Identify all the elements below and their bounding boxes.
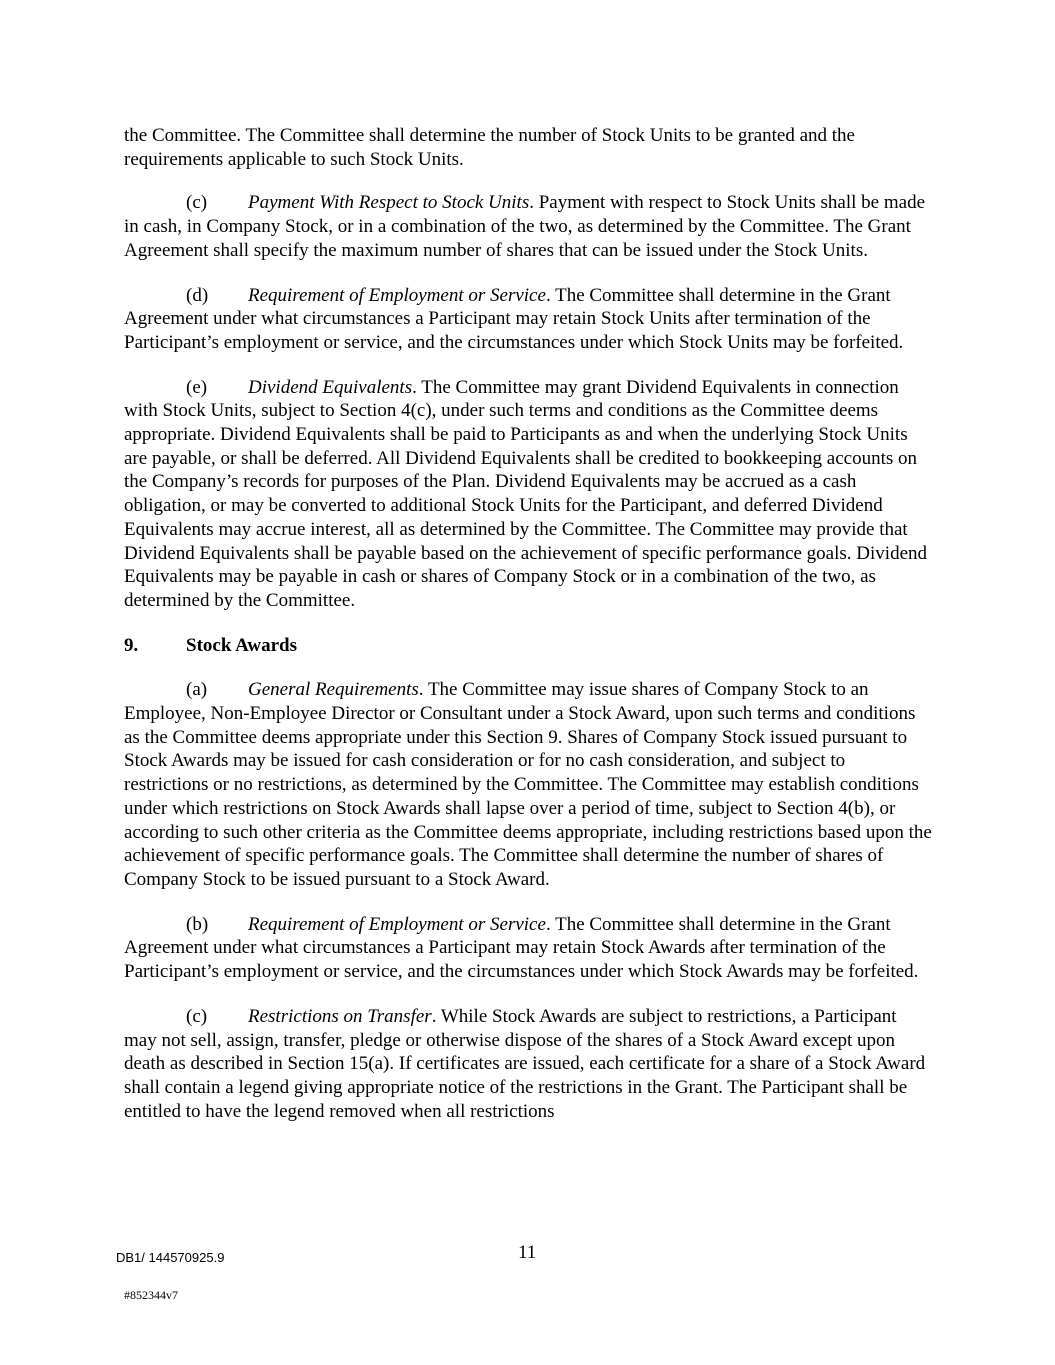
paragraph-number: (a): [186, 679, 208, 701]
section-number: 9.: [124, 634, 139, 656]
paragraph-8d: [124, 284, 932, 355]
paragraph-text: . Payment with respect to Stock Units shall be made in cash, in Company Stock, or in a combination of the two, as determined by the Committee. The Grant Agreement shall specify the maximum number of shares that can be issued under the Stock Units.: [124, 192, 925, 261]
paragraph-title: Requirement of Employment or Service: [248, 284, 546, 306]
paragraph-title: General Requirements: [248, 679, 419, 701]
paragraph-text: . The Committee may grant Dividend Equivalents in connection with Stock Units, subject to Section 4(c), under such terms and conditions as the Committee deems appropriate. Dividend Equivalents shall be paid to Participants as and when the underlying Stock Units are payable, or shall be deferred. All Dividend Equivalents shall be credited to bookkeeping accounts on the Company’s records for purposes of the Plan. Dividend Equivalents may be accrued as a cash obligation, or may be converted to additional Stock Units for the Participant, and deferred Dividend Equivalents may accrue interest, all as determined by the Committee. The Committee may provide that Dividend Equivalents shall be payable based on the achievement of specific performance goals. Dividend Equivalents may be payable in cash or shares of Company Stock or in a combination of the two, as determined by the Committee.: [124, 376, 928, 611]
paragraph-8e: [124, 376, 932, 613]
footer-page-number: 11: [518, 1242, 537, 1263]
paragraph-text: . While Stock Awards are subject to restrictions, a Participant may not sell, assign, transfer, pledge or otherwise dispose of the shares of a Stock Award except upon death as described in Section 15(a). If certificates are issued, each certificate for a share of a Stock Award shall contain a legend giving appropriate notice of the restrictions in the Grant. The Participant shall be entitled to have the legend removed when all restrictions: [124, 1005, 926, 1122]
paragraph-text: . The Committee shall determine in the Grant Agreement under what circumstances a Participant may retain Stock Awards after termination of the Participant’s employment or service, and the circumstances under which Stock Awards may be forfeited.: [124, 913, 919, 983]
paragraph-title: Requirement of Employment or Service: [248, 913, 546, 935]
document-body: [124, 124, 932, 1144]
paragraph-number: (b): [186, 913, 209, 935]
paragraph-text: the Committee. The Committee shall determine the number of Stock Units to be granted and the requirements applicable to such Stock Units.: [124, 125, 855, 170]
paragraph-continuation: [124, 124, 932, 171]
paragraph-title: Restrictions on Transfer: [248, 1005, 432, 1027]
paragraph-title: Dividend Equivalents: [248, 376, 413, 398]
paragraph-9c: [124, 1005, 932, 1124]
paragraph-8c: [124, 191, 932, 262]
footer-version: #852344v7: [124, 1288, 178, 1302]
paragraph-text: . The Committee may issue shares of Company Stock to an Employee, Non-Employee Director or Consultant under a Stock Award, upon such terms and conditions as the Committee deems appropriate under this Section 9. Shares of Company Stock issued pursuant to Stock Awards may be issued for cash consideration or for no cash consideration, and subject to restrictions or no restrictions, as determined by the Committee. The Committee may establish conditions under which restrictions on Stock Awards shall lapse over a period of time, subject to Section 4(b), or according to such other criteria as the Committee deems appropriate, including restrictions based upon the achievement of specific performance goals. The Committee shall determine the number of shares of Company Stock to be issued pursuant to a Stock Award.: [124, 679, 932, 890]
paragraph-9b: [124, 913, 932, 984]
paragraph-number: (d): [186, 284, 209, 306]
paragraph-number: (c): [186, 1005, 208, 1027]
paragraph-number: (c): [186, 192, 208, 214]
paragraph-9a: [124, 678, 932, 891]
section-title: Stock Awards: [186, 634, 298, 656]
paragraph-text: . The Committee shall determine in the Grant Agreement under what circumstances a Participant may retain Stock Units after termination of the Participant’s employment or service, and the circumstances under which Stock Units may be forfeited.: [124, 284, 904, 353]
section-heading-9: [124, 634, 932, 658]
paragraph-number: (e): [186, 376, 208, 398]
footer-document-id: DB1/ 144570925.9: [116, 1250, 225, 1265]
paragraph-title: Payment With Respect to Stock Units: [248, 192, 530, 214]
